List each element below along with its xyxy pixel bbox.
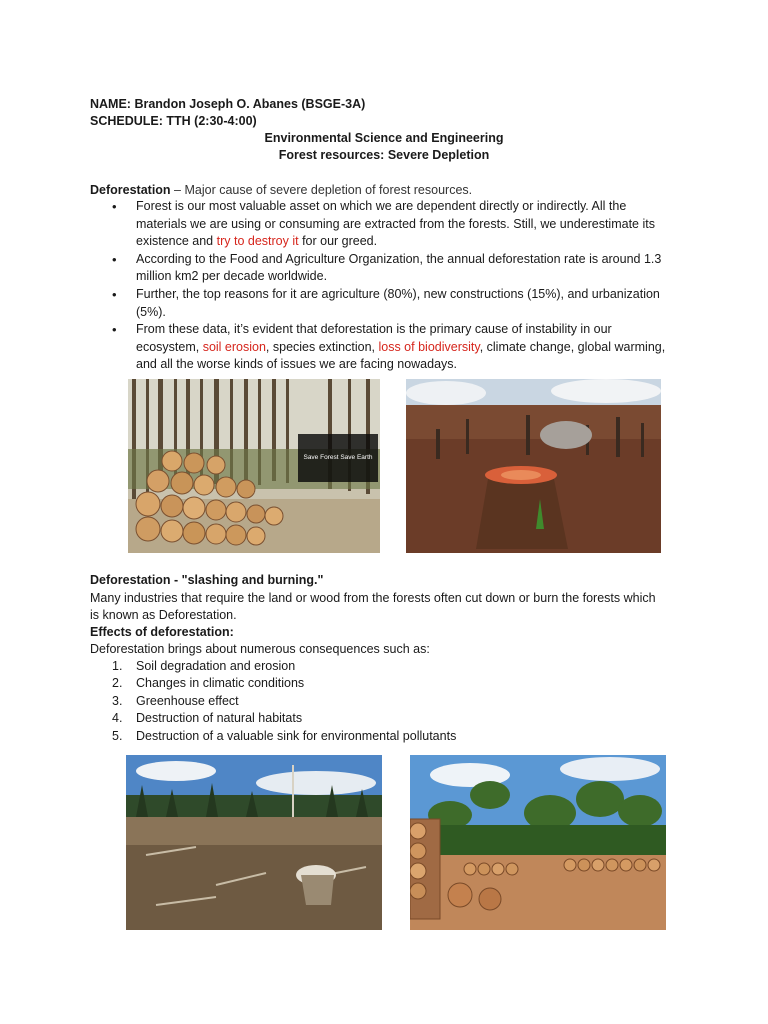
photo-tropical-logs <box>410 755 666 930</box>
topic-bold: Severe Depletion <box>387 148 490 162</box>
section1-heading-term: Deforestation <box>90 183 171 197</box>
list-number: 2. <box>112 676 123 691</box>
bullet-item <box>136 198 726 251</box>
bullet-line: • Forest is our most valuable asset on which we are dependent directly or indirectly. All the <box>136 199 627 213</box>
text-run: , species extinction, <box>265 339 379 354</box>
text-run: existence and <box>136 234 217 249</box>
list-number: 3. <box>112 693 123 708</box>
topic-prefix: Forest resources: <box>278 148 385 162</box>
photo-burnt-stump <box>406 379 661 553</box>
effects-list <box>90 658 456 745</box>
highlight-text: loss of biodiversity <box>378 339 480 354</box>
list-item <box>112 710 456 727</box>
list-text: Changes in climatic conditions <box>136 676 305 691</box>
effects-intro: Deforestation brings about numerous consequences such as: <box>90 642 430 656</box>
text-run: ecosystem, <box>136 339 203 354</box>
bullet-item <box>136 286 726 321</box>
course-title: Environmental Science and Engineering <box>264 131 504 145</box>
schedule-line <box>90 113 257 130</box>
section1-bullet-list <box>90 198 726 374</box>
bullet-line: (5%). <box>136 304 166 319</box>
section2-para-line: is known as Deforestation. <box>90 608 237 622</box>
list-item <box>112 728 457 745</box>
list-text: Destruction of a valuable sink for environmental pollutants <box>136 728 457 743</box>
list-text: Greenhouse effect <box>136 693 239 708</box>
list-number: 1. <box>112 659 123 673</box>
bullet-line: • According to the Food and Agriculture Organization, the annual deforestation rate is around 1.3 <box>136 251 662 266</box>
text-run: , climate change, global warming, <box>479 339 666 354</box>
text-run: for our greed. <box>298 234 378 249</box>
highlight-text: soil erosion <box>202 339 266 354</box>
bullet-line <box>136 233 726 251</box>
list-number: 5. <box>112 728 123 743</box>
section2-heading: Deforestation - "slashing and burning." <box>90 573 324 587</box>
save-forest-banner: Save Forest Save Earth <box>298 434 378 482</box>
schedule-value: TTH (2:30-4:00) <box>166 114 257 128</box>
list-number: 4. <box>112 711 123 726</box>
bullet-line <box>136 339 726 357</box>
photo-stacked-logs <box>128 379 380 553</box>
bullet-line: materials we are using or consuming are extracted from the forests. Still, we underestimate its <box>136 216 655 231</box>
name-value: Brandon Joseph O. Abanes (BSGE-3A) <box>134 97 366 111</box>
bullet-item <box>136 251 726 286</box>
list-text: Destruction of natural habitats <box>136 711 303 726</box>
schedule-label: SCHEDULE: <box>90 114 163 128</box>
bullet-line: • From these data, it’s evident that deforestation is the primary cause of instability in our <box>136 322 612 337</box>
section1-heading-desc: – Major cause of severe depletion of forest resources. <box>170 183 473 197</box>
list-item <box>112 658 456 675</box>
list-text: Soil degradation and erosion <box>136 659 296 673</box>
topic-title <box>0 147 768 164</box>
bullet-line: • Further, the top reasons for it are agriculture (80%), new constructions (15%), and urbanization <box>136 286 660 301</box>
list-item <box>112 675 456 692</box>
list-item <box>112 693 456 710</box>
name-label: NAME: <box>90 97 131 111</box>
photo-clear-cut-land <box>126 755 382 930</box>
section1-heading <box>90 182 472 199</box>
bullet-item <box>136 321 726 374</box>
name-line <box>90 96 365 113</box>
bullet-line: and all the worse kinds of issues we are facing nowadays. <box>136 357 458 372</box>
bullet-line: million km2 per decade worldwide. <box>136 269 328 284</box>
highlight-text: try to destroy it <box>216 234 299 249</box>
effects-heading: Effects of deforestation: <box>90 625 234 639</box>
section2-para-line: Many industries that require the land or wood from the forests often cut down or burn the forests which <box>90 591 656 605</box>
